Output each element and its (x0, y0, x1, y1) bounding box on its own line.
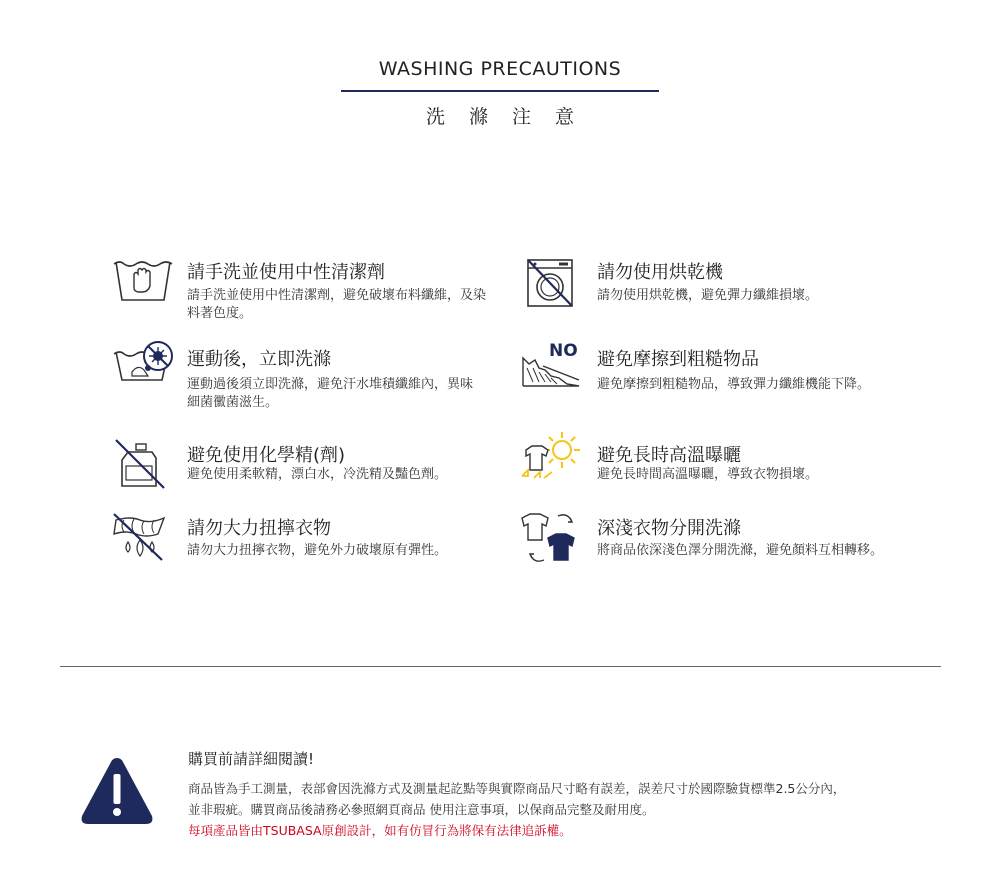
hand-wash-icon (112, 258, 174, 304)
item-title: 請勿使用烘乾機 (597, 262, 723, 283)
item-title: 深淺衣物分開洗滌 (597, 518, 741, 539)
item-desc: 運動過後須立即洗滌，避免汗水堆積纖維內，異味細菌黴菌滋生。 (187, 377, 474, 410)
item-desc: 請勿使用烘乾機，避免彈力纖維損壞。 (597, 288, 819, 303)
notice-title: 購買前請詳細閱讀! (188, 750, 315, 768)
no-friction-icon (521, 342, 583, 390)
item-title: 避免長時高溫曝曬 (597, 445, 741, 466)
notice-line-2: 並非瑕疵。購買商品後請務必參照網頁商品 使用注意事項，以保商品完整及耐用度。 (188, 802, 655, 817)
notice-line-1: 商品皆為手工測量，表部會因洗滌方式及測量起訖點等與實際商品尺寸略有誤差，誤差尺寸於國際驗貨標準2.5公分內， (188, 781, 846, 796)
no-wring-icon (110, 512, 168, 562)
item-desc: 避免使用柔軟精，漂白水，冷洗精及豔色劑。 (187, 467, 448, 482)
title-chinese: 洗滌注意 (425, 106, 598, 128)
item-title: 請勿大力扭擰衣物 (187, 518, 331, 539)
no-chemical-icon (114, 438, 166, 490)
title-underline (341, 90, 659, 92)
no-sun-icon (518, 430, 582, 482)
page-header (0, 56, 1000, 130)
item-title: 運動後，立即洗滌 (187, 349, 331, 370)
item-desc: 將商品依深淺色澤分開洗滌，避免顏料互相轉移。 (597, 543, 884, 558)
item-desc: 請手洗並使用中性清潔劑，避免破壞布料纖維，及染料著色度。 (187, 288, 487, 321)
notice-line-copyright: 每項產品皆由TSUBASA原創設計，如有仿冒行為將保有法律追訴權。 (188, 823, 572, 838)
item-title: 請手洗並使用中性清潔劑 (187, 262, 385, 283)
separate-colors-icon (518, 510, 582, 566)
item-desc: 避免長時間高溫曝曬，導致衣物損壞。 (597, 467, 819, 482)
item-title: 避免使用化學精(劑) (187, 445, 346, 466)
item-desc: 避免摩擦到粗糙物品，導致彈力纖維機能下降。 (597, 377, 871, 392)
section-divider (60, 666, 941, 667)
no-badge: NO (549, 341, 578, 361)
title-english: WASHING PRECAUTIONS (378, 58, 622, 80)
item-title: 避免摩擦到粗糙物品 (597, 349, 759, 370)
warning-triangle-icon (78, 754, 156, 828)
no-dryer-icon (526, 258, 574, 308)
anti-bacteria-icon (112, 340, 174, 384)
item-desc: 請勿大力扭擰衣物，避免外力破壞原有彈性。 (187, 543, 448, 558)
